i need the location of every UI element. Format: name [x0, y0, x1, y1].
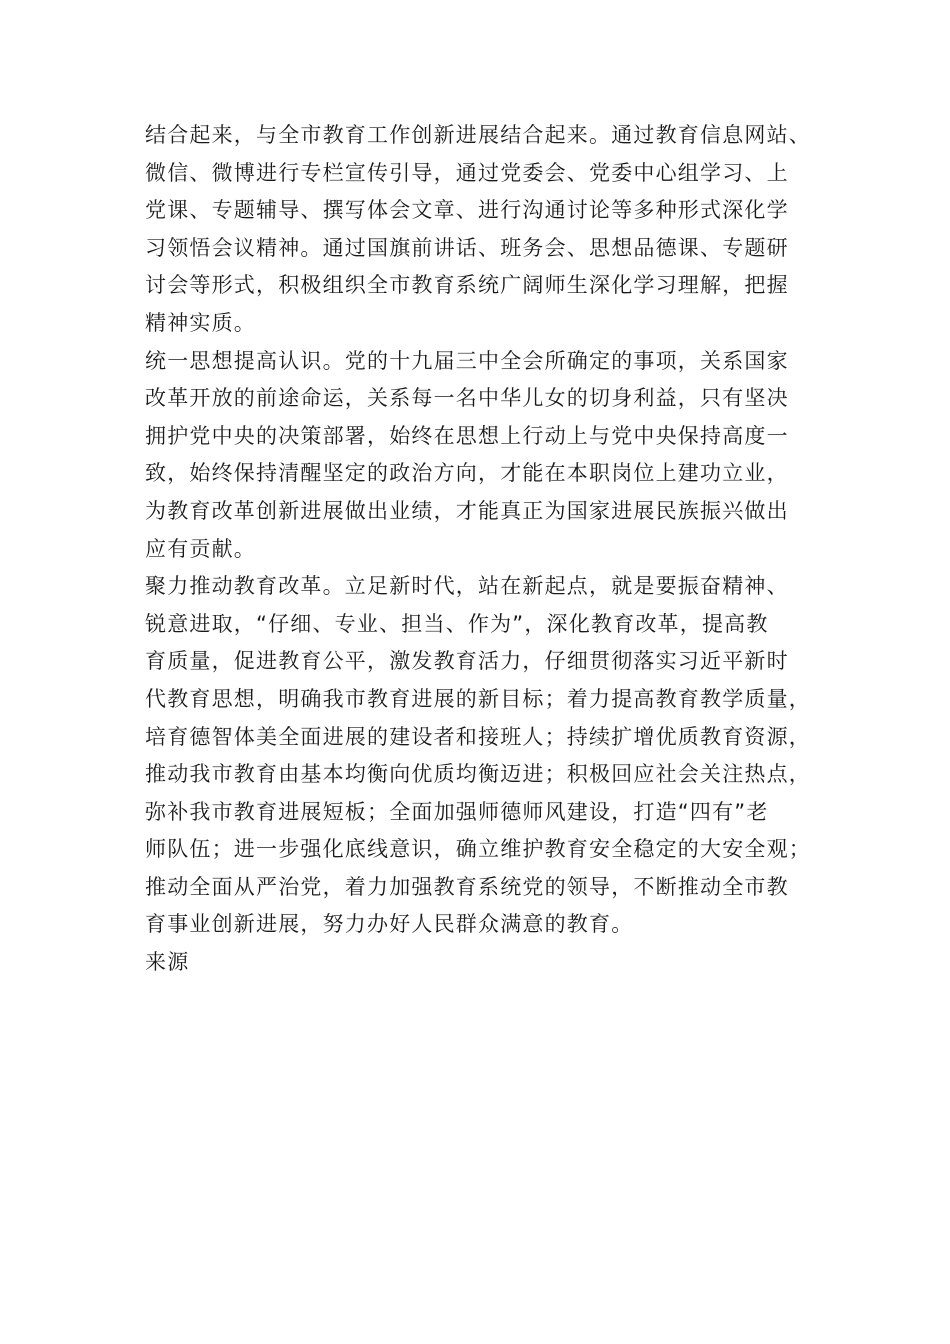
- paragraph-1: [145, 117, 825, 343]
- text-line: 锐意进取，“仔细、专业、担当、作为”，深化教育改革，提高教: [145, 611, 769, 636]
- text-line: 师队伍；进一步强化底线意识，确立维护教育安全稳定的大安全观；: [145, 837, 811, 862]
- text-line: 改革开放的前途命运，关系每一名中华儿女的切身利益，只有坚决: [145, 386, 789, 411]
- text-line: 微信、微博进行专栏宣传引导，通过党委会、党委中心组学习、上: [145, 160, 789, 185]
- text-line: 为教育改革创新进展做出业绩，才能真正为国家进展民族振兴做出: [145, 498, 789, 523]
- text-line: 应有贡献。: [145, 536, 256, 561]
- source-line: [145, 944, 825, 982]
- text-line: 培育德智体美全面进展的建设者和接班人；持续扩增优质教育资源，: [145, 724, 811, 749]
- paragraph-3: [145, 568, 825, 944]
- text-line: 拥护党中央的决策部署，始终在思想上行动上与党中央保持高度一: [145, 423, 789, 448]
- text-line: 弥补我市教育进展短板；全面加强师德师风建设，打造“四有”老: [145, 799, 769, 824]
- text-line: 育质量，促进教育公平，激发教育活力，仔细贯彻落实习近平新时: [145, 649, 789, 674]
- text-line: 推动我市教育由基本均衡向优质均衡迈进；积极回应社会关注热点，: [145, 762, 811, 787]
- text-line: 统一思想提高认识。党的十九届三中全会所确定的事项，关系国家: [145, 348, 789, 373]
- text-line: 党课、专题辅导、撰写体会文章、进行沟通讨论等多种形式深化学: [145, 198, 789, 223]
- text-line: 推动全面从严治党，着力加强教育系统党的领导，不断推动全市教: [145, 874, 789, 899]
- text-line: 讨会等形式，积极组织全市教育系统广阔师生深化学习理解，把握: [145, 273, 789, 298]
- text-line: 致，始终保持清醒坚定的政治方向，才能在本职岗位上建功立业，: [145, 461, 789, 486]
- text-line: 来源: [145, 950, 190, 975]
- text-line: 习领悟会议精神。通过国旗前讲话、班务会、思想品德课、专题研: [145, 235, 789, 260]
- paragraph-2: [145, 343, 825, 569]
- text-line: 育事业创新进展，努力办好人民群众满意的教育。: [145, 912, 634, 937]
- text-line: 精神实质。: [145, 310, 256, 335]
- text-line: 代教育思想，明确我市教育进展的新目标；着力提高教育教学质量，: [145, 686, 811, 711]
- text-line: 聚力推动教育改革。立足新时代，站在新起点，就是要振奋精神、: [145, 574, 789, 599]
- document-body: [145, 117, 825, 982]
- text-line: 结合起来，与全市教育工作创新进展结合起来。通过教育信息网站、: [145, 123, 811, 147]
